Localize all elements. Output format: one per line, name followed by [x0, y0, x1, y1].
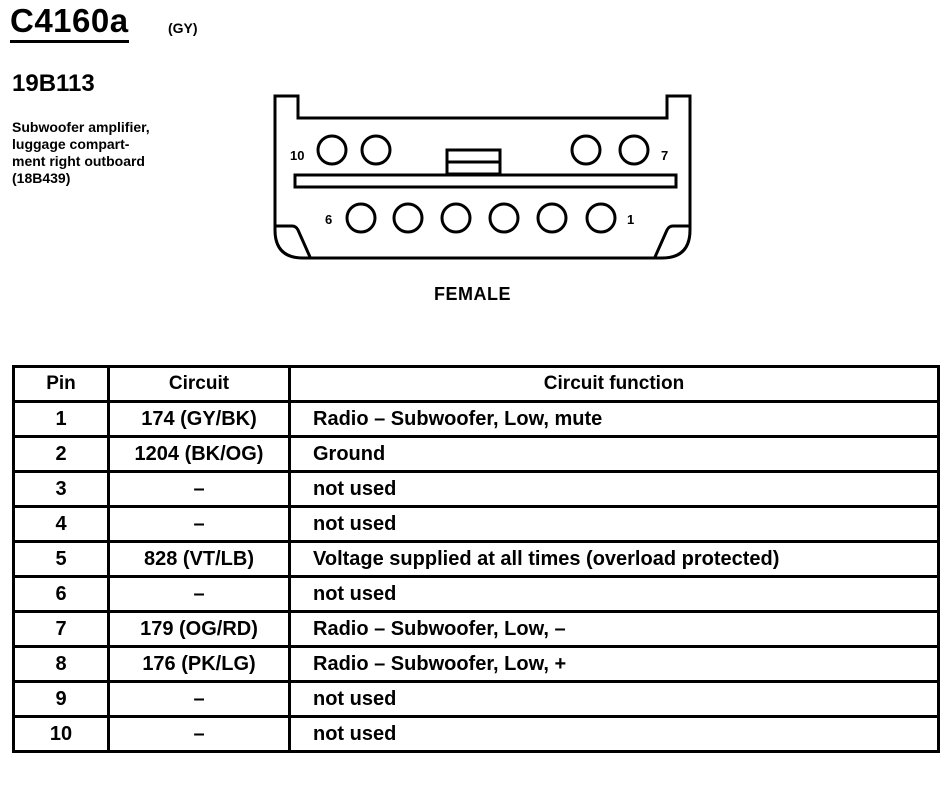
table-row — [14, 542, 939, 577]
table-row — [14, 437, 939, 472]
pinout-table — [12, 365, 940, 753]
cell-pin: 7 — [14, 612, 109, 647]
pin-label-top-left: 10 — [290, 148, 305, 163]
cell-circuit: – — [109, 507, 290, 542]
housing-corner-right — [655, 226, 690, 257]
cell-pin: 6 — [14, 577, 109, 612]
cell-circuit: – — [109, 717, 290, 752]
connector-gender: FEMALE — [434, 284, 511, 304]
cell-function: not used — [290, 682, 939, 717]
pin-1-socket — [587, 204, 615, 232]
table-row — [14, 717, 939, 752]
cell-function: not used — [290, 507, 939, 542]
table-row — [14, 402, 939, 437]
pin-8-socket — [572, 136, 600, 164]
cell-pin: 4 — [14, 507, 109, 542]
pin-9-socket — [362, 136, 390, 164]
table-row — [14, 577, 939, 612]
cell-function: not used — [290, 577, 939, 612]
connector-color-code: (GY) — [168, 20, 198, 36]
cell-pin: 5 — [14, 542, 109, 577]
cell-circuit: 828 (VT/LB) — [109, 542, 290, 577]
cell-pin: 10 — [14, 717, 109, 752]
pin-label-top-right: 7 — [661, 148, 669, 163]
divider-bar — [295, 175, 676, 187]
pin-label-bottom-right: 1 — [627, 212, 635, 227]
table-row — [14, 682, 939, 717]
connector-id: C4160a — [10, 2, 129, 43]
cell-function: Ground — [290, 437, 939, 472]
table-row — [14, 472, 939, 507]
cell-pin: 1 — [14, 402, 109, 437]
table-row — [14, 647, 939, 682]
cell-pin: 3 — [14, 472, 109, 507]
cell-circuit: 176 (PK/LG) — [109, 647, 290, 682]
cell-function: Radio – Subwoofer, Low, – — [290, 612, 939, 647]
cell-circuit: 174 (GY/BK) — [109, 402, 290, 437]
header-circuit-function: Circuit function — [290, 367, 939, 402]
pin-2-socket — [538, 204, 566, 232]
header-pin: Pin — [14, 367, 109, 402]
cell-circuit: – — [109, 577, 290, 612]
pin-3-socket — [490, 204, 518, 232]
connector-face-diagram — [270, 90, 700, 270]
header-circuit: Circuit — [109, 367, 290, 402]
cell-function: Voltage supplied at all times (overload protected) — [290, 542, 939, 577]
housing-corner-left — [275, 226, 310, 257]
pin-10-socket — [318, 136, 346, 164]
pin-4-socket — [442, 204, 470, 232]
cell-pin: 2 — [14, 437, 109, 472]
table-row — [14, 612, 939, 647]
cell-pin: 9 — [14, 682, 109, 717]
cell-function: Radio – Subwoofer, Low, + — [290, 647, 939, 682]
cell-circuit: – — [109, 682, 290, 717]
pin-label-bottom-left: 6 — [325, 212, 333, 227]
cell-circuit: – — [109, 472, 290, 507]
pin-5-socket — [394, 204, 422, 232]
component-location: Subwoofer amplifier, luggage compart- ment right outboard (18B439) — [12, 119, 150, 186]
cell-pin: 8 — [14, 647, 109, 682]
table-header-row — [14, 367, 939, 402]
cell-circuit: 1204 (BK/OG) — [109, 437, 290, 472]
pin-6-socket — [347, 204, 375, 232]
pin-7-socket — [620, 136, 648, 164]
cell-circuit: 179 (OG/RD) — [109, 612, 290, 647]
cell-function: not used — [290, 717, 939, 752]
table-row — [14, 507, 939, 542]
cell-function: not used — [290, 472, 939, 507]
part-number: 19B113 — [12, 70, 95, 97]
cell-function: Radio – Subwoofer, Low, mute — [290, 402, 939, 437]
